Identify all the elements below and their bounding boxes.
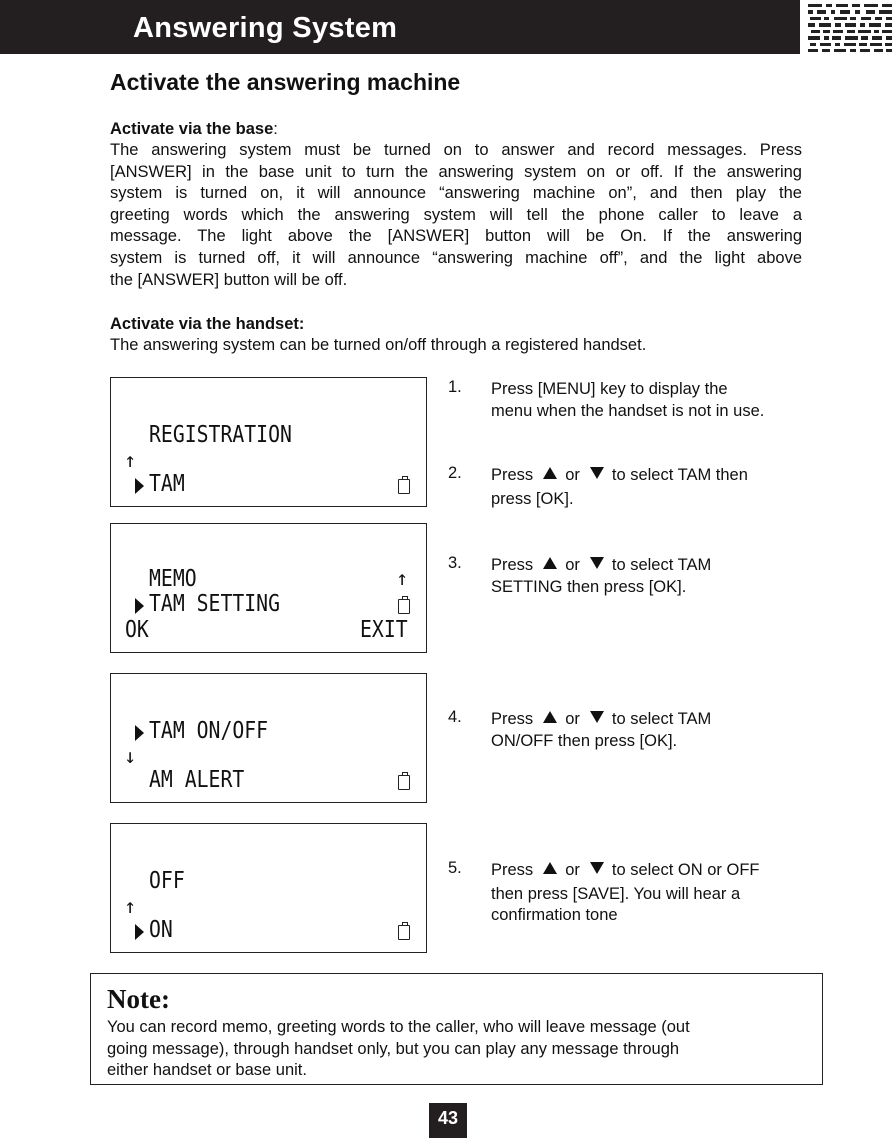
press-word: Press	[491, 710, 534, 728]
note-line: You can record memo, greeting words to the caller, who will leave message (out	[107, 1018, 690, 1036]
step-number: 5.	[448, 859, 462, 877]
base-heading-text: Activate via the base	[110, 120, 274, 138]
lcd-screen-2	[110, 523, 427, 653]
header-bar	[0, 0, 800, 54]
page-title: Activate the answering machine	[110, 69, 461, 95]
step-line: then press [SAVE]. You will hear a	[491, 885, 741, 903]
step-text	[491, 554, 811, 598]
step-line	[491, 708, 811, 730]
down-arrow-icon	[590, 862, 604, 874]
step-text	[491, 464, 811, 510]
base-line: message. The light above the [ANSWER] button will be On. If the answering	[110, 227, 802, 246]
lcd-line-selected: TAM	[149, 471, 185, 497]
base-heading-colon: :	[273, 120, 278, 138]
battery-icon	[398, 599, 410, 614]
up-arrow-icon	[543, 862, 557, 874]
step-instruction: to select TAM	[611, 556, 712, 574]
selection-cursor-icon	[135, 725, 144, 741]
base-line: [ANSWER] in the base unit to turn the answering system on or off. If the answering	[110, 162, 802, 181]
softkey-exit: EXIT	[360, 617, 408, 643]
section-title: Answering System	[133, 12, 398, 44]
or-word: or	[565, 710, 580, 728]
base-line: the [ANSWER] button will be off.	[110, 270, 348, 289]
up-arrow-icon	[543, 467, 557, 479]
base-line: The answering system must be turned on to answer and record messages. Press	[110, 141, 802, 159]
base-heading	[110, 120, 278, 139]
lcd-line-selected: TAM SETTING	[149, 591, 281, 617]
step-line: menu when the handset is not in use.	[491, 402, 765, 420]
step-instruction: to select TAM then	[611, 466, 748, 484]
lcd-line-selected: TAM ON/OFF	[149, 718, 269, 744]
scroll-up-icon: ↑	[124, 448, 137, 472]
press-word: Press	[491, 466, 534, 484]
battery-icon	[398, 775, 410, 790]
page-number: 43	[429, 1103, 467, 1138]
step-instruction: to select ON or OFF	[611, 861, 760, 879]
down-arrow-icon	[590, 557, 604, 569]
handset-paragraph: The answering system can be turned on/off through a registered handset.	[110, 336, 647, 354]
base-line: system is turned off, it will announce “answering machine off”, and the light above	[110, 248, 802, 267]
step-text	[491, 378, 811, 422]
press-word: Press	[491, 861, 534, 879]
selection-cursor-icon	[135, 924, 144, 940]
down-arrow-icon	[590, 711, 604, 723]
scroll-up-icon: ↑	[396, 566, 409, 590]
selection-cursor-icon	[135, 478, 144, 494]
base-paragraph	[110, 140, 802, 291]
step-line: ON/OFF then press [OK].	[491, 732, 678, 750]
note-title: Note:	[107, 984, 170, 1014]
lcd-screen-4	[110, 823, 427, 953]
lcd-line: AM ALERT	[149, 767, 245, 793]
step-number: 1.	[448, 378, 462, 396]
softkey-ok: OK	[125, 617, 149, 643]
scroll-up-icon: ↑	[124, 894, 137, 918]
lcd-line: MEMO	[149, 566, 197, 592]
lcd-screen-3	[110, 673, 427, 803]
selection-cursor-icon	[135, 598, 144, 614]
or-word: or	[565, 861, 580, 879]
lcd-line-selected: ON	[149, 917, 173, 943]
step-number: 4.	[448, 708, 462, 726]
lcd-line: REGISTRATION	[149, 422, 292, 448]
note-line: either handset or base unit.	[107, 1061, 307, 1079]
lcd-line: OFF	[149, 868, 185, 894]
note-text	[107, 1017, 797, 1082]
step-text	[491, 859, 811, 926]
barcode-graphic	[806, 2, 894, 53]
step-line	[491, 859, 811, 881]
scroll-down-icon: ↓	[124, 744, 137, 768]
note-box	[90, 973, 823, 1085]
step-line	[491, 554, 811, 576]
press-word: Press	[491, 556, 534, 574]
base-line: greeting words which the answering system will tell the phone caller to leave a	[110, 205, 802, 224]
step-text	[491, 708, 811, 752]
base-line: system is turned on, it will announce “answering machine on”, and then play the	[110, 184, 802, 203]
lcd-screen-1	[110, 377, 427, 507]
note-line: going message), through handset only, but you can play any message through	[107, 1039, 680, 1058]
step-line	[491, 464, 811, 486]
or-word: or	[565, 466, 580, 484]
step-line: SETTING then press [OK].	[491, 578, 687, 596]
up-arrow-icon	[543, 557, 557, 569]
battery-icon	[398, 479, 410, 494]
step-line: press [OK].	[491, 490, 574, 508]
step-number: 3.	[448, 554, 462, 572]
step-line: Press [MENU] key to display the	[491, 380, 728, 398]
battery-icon	[398, 925, 410, 940]
handset-heading: Activate via the handset:	[110, 315, 305, 333]
step-instruction: to select TAM	[611, 710, 712, 728]
or-word: or	[565, 556, 580, 574]
up-arrow-icon	[543, 711, 557, 723]
down-arrow-icon	[590, 467, 604, 479]
step-line: confirmation tone	[491, 906, 618, 924]
step-number: 2.	[448, 464, 462, 482]
